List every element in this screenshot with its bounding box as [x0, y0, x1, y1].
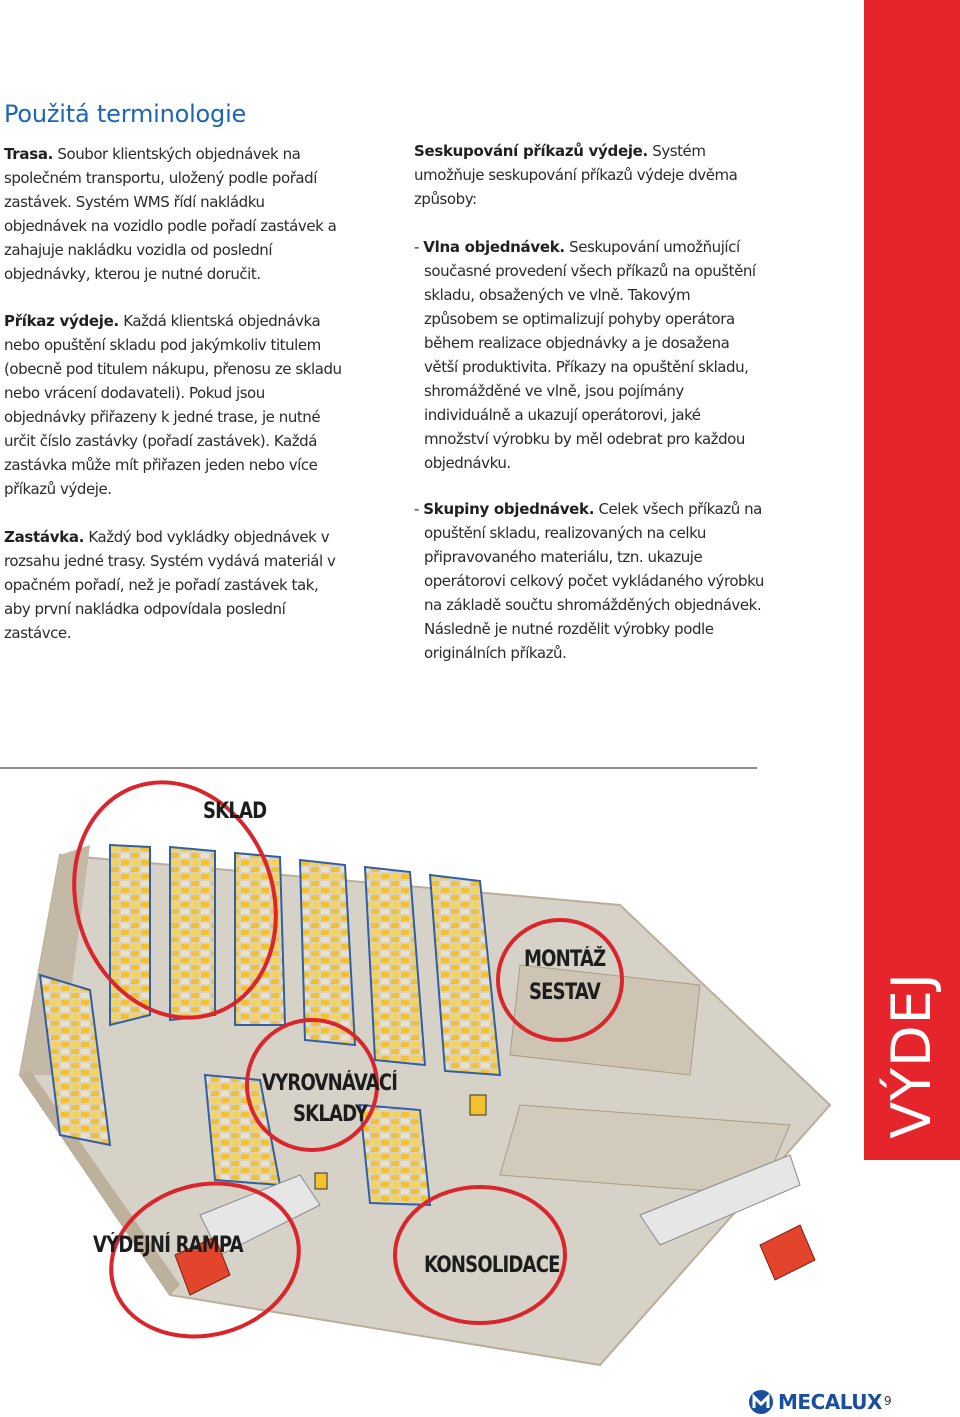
- mecalux-logo-icon: [748, 1389, 774, 1415]
- text-skupiny-objednavek: Celek všech příkazů na opuštění skladu, realizovaných na celku připravovaného materiálu, tzn. ukazuje operátorovi celkový počet vykládaného výrobku na základě součtu shromážděných objednávek. Následně je nutné rozdělit výrobky podle originálních příkazů.: [424, 500, 764, 662]
- section-title: Použitá terminologie: [4, 100, 247, 128]
- label-vydejni-rampa: VÝDEJNÍ RAMPA: [93, 1233, 243, 1258]
- horizontal-rule: [0, 767, 757, 769]
- paragraph-vlna-objednavek: [414, 235, 764, 475]
- text-prikaz-vydeje: Každá klientská objednávka nebo opuštění skladu pod jakýmkoliv titulem (obecně pod titulem nákupu, přenosu ze skladu nebo vrácení dodavateli). Pokud jsou objednávky přiřazeny k jedné trase, je nutné určit číslo zastávky (pořadí zastávek). Každá zastávka může mít přiřazen jeden nebo více příkazů výdeje.: [4, 312, 342, 498]
- term-skupiny-objednavek: Skupiny objednávek.: [423, 500, 595, 518]
- label-montaz-line1: MONTÁŽ: [524, 947, 606, 972]
- page-number: 9: [884, 1394, 892, 1408]
- mecalux-logo: [748, 1387, 882, 1417]
- side-label-vydej: VÝDEJ: [879, 971, 943, 1139]
- text-zastavka: Každý bod vykládky objednávek v rozsahu jedné trasy. Systém vydává materiál v opačném pořadí, než je pořadí zastávek tak, aby první nakládka odpovídala poslední zastávce.: [4, 528, 336, 642]
- paragraph-trasa: [4, 142, 344, 286]
- term-zastavka: Zastávka.: [4, 528, 85, 546]
- paragraph-seskupovani: [414, 139, 754, 211]
- label-montaz-line2: SESTAV: [529, 980, 600, 1005]
- label-sklad: SKLAD: [203, 799, 267, 824]
- label-vyrovnavaci-line1: VYROVNÁVACÍ: [262, 1071, 398, 1096]
- paragraph-zastavka: [4, 525, 344, 645]
- warehouse-illustration: [0, 775, 864, 1375]
- paragraph-prikaz-vydeje: [4, 309, 344, 501]
- paragraph-skupiny-objednavek: [414, 497, 764, 665]
- term-trasa: Trasa.: [4, 145, 54, 163]
- term-prikaz-vydeje: Příkaz výdeje.: [4, 312, 119, 330]
- term-seskupovani: Seskupování příkazů výdeje.: [414, 142, 648, 160]
- side-label-vydej-wrapper: [876, 965, 946, 1145]
- label-vyrovnavaci-line2: SKLADY: [293, 1102, 368, 1127]
- text-trasa: Soubor klientských objednávek na společném transportu, uložený podle pořadí zastávek. Systém WMS řídí nakládku objednávek na vozidlo podle pořadí zastávek a zahajuje nakládku vozidla od poslední objednávky, kterou je nutné doručit.: [4, 145, 337, 283]
- label-konsolidace: KONSOLIDACE: [424, 1253, 560, 1278]
- term-vlna-objednavek: Vlna objednávek.: [423, 238, 565, 256]
- dash-vlna: -: [414, 238, 419, 256]
- text-seskupovani: Systém umožňuje seskupování příkazů výdeje dvěma způsoby:: [414, 142, 738, 208]
- logo-text: MECALUX: [778, 1390, 882, 1414]
- warehouse-drawing: [0, 775, 864, 1375]
- dash-skupiny: -: [414, 500, 419, 518]
- text-vlna-objednavek: Seskupování umožňující současné provedení všech příkazů na opuštění skladu, obsažených ve vlně. Takovým způsobem se optimalizují pohyby operátora během realizace objednávky a je dosažena větší produktivita. Příkazy na opuštění skladu, shromážděné ve vlně, jsou pojímány individuálně a ukazují operátorovi, jaké množství výrobku by měl odebrat pro každou objednávku.: [424, 238, 756, 472]
